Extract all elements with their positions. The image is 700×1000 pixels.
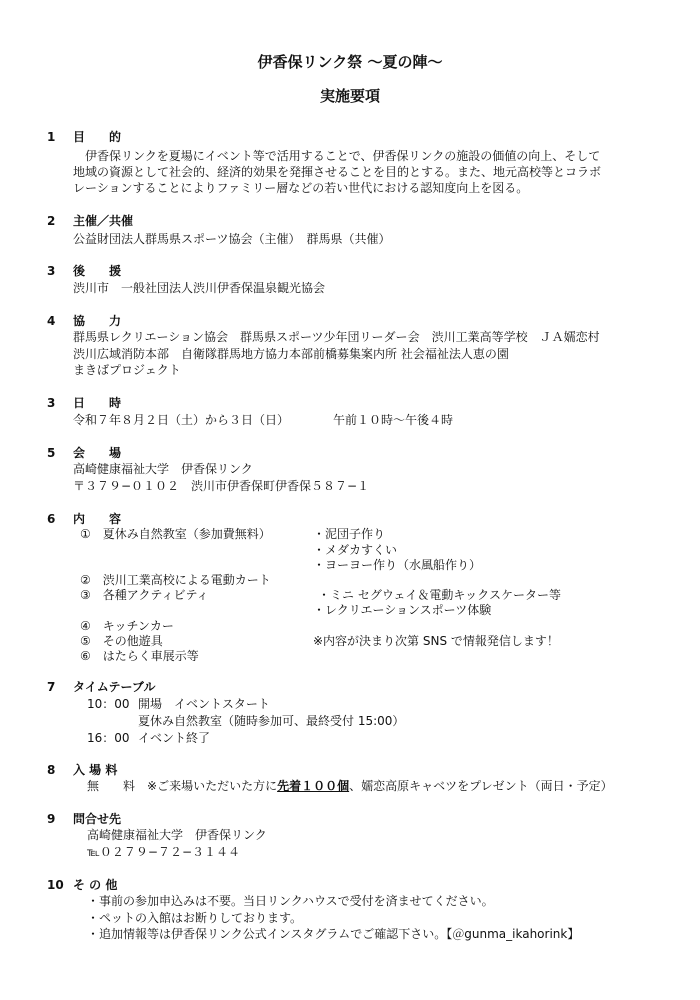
section-heading-purpose: 目 的 bbox=[73, 130, 122, 144]
timetable-text: 開場 イベントスタート bbox=[138, 697, 270, 711]
section-number: 5 bbox=[47, 446, 56, 460]
section-heading-contact: 問合せ先 bbox=[73, 812, 122, 826]
venue-name: 高崎健康福祉大学 伊香保リンク bbox=[73, 462, 253, 476]
event-time: 午前１０時〜午後４時 bbox=[333, 413, 454, 427]
purpose-line: レーションすることによりファミリー層などの若い世代における認知度向上を図る。 bbox=[73, 181, 529, 195]
section-heading-datetime: 日 時 bbox=[73, 396, 122, 410]
doc-title: 伊香保リンク祭 〜夏の陣〜 bbox=[257, 53, 443, 71]
section-number: 3 bbox=[47, 264, 56, 278]
fee-line bbox=[87, 778, 613, 794]
section-number: 3 bbox=[47, 396, 56, 410]
content-subitem: ・ヨーヨー作り（水風船作り） bbox=[313, 558, 482, 572]
fee-note-pre: ※ご来場いただいた方に bbox=[147, 779, 278, 793]
fee-value: 無 料 bbox=[87, 779, 136, 793]
cooperation-line: 渋川広域消防本部 自衛隊群馬地方協力本部前橋募集案内所 社会福祉法人恵の園 bbox=[73, 347, 509, 361]
section-number: 2 bbox=[47, 214, 56, 228]
content-item: ③ 各種アクティビティ bbox=[80, 588, 209, 602]
content-note: ※内容が決まり次第 SNS で情報発信します！ bbox=[313, 634, 559, 648]
section-heading-support: 後 援 bbox=[73, 264, 122, 278]
section-number: 1 bbox=[47, 130, 56, 144]
content-subitem: ・泥団子作り bbox=[313, 527, 386, 541]
timetable-time: 16：00 bbox=[87, 731, 130, 745]
content-subitem: ・メダカすくい bbox=[313, 543, 398, 557]
section-number: 10 bbox=[47, 878, 64, 892]
content-item: ④ キッチンカー bbox=[80, 619, 174, 633]
section-heading-timetable: タイムテーブル bbox=[73, 680, 156, 694]
contact-name: 高崎健康福祉大学 伊香保リンク bbox=[87, 828, 267, 842]
purpose-line: 伊香保リンクを夏場にイベント等で活用することで、伊香保リンクの施設の価値の向上、そして bbox=[73, 149, 601, 163]
section-heading-fee: 入 場 料 bbox=[73, 763, 118, 777]
section-heading-venue: 会 場 bbox=[73, 446, 122, 460]
cooperation-line: 群馬県レクリエーション協会 群馬県スポーツ少年団リーダー会 渋川工業高等学校 ＪＡ嬬恋村 bbox=[73, 330, 600, 344]
section-heading-organizer: 主催／共催 bbox=[73, 214, 134, 228]
timetable-time: 10：00 bbox=[87, 697, 130, 711]
support-line: 渋川市 一般社団法人渋川伊香保温泉観光協会 bbox=[73, 281, 326, 295]
fee-note-bold: 先着１００個 bbox=[277, 779, 350, 793]
doc-subtitle: 実施要項 bbox=[319, 87, 380, 105]
contact-phone: ℡０２７９−７２−３１４４ bbox=[87, 845, 241, 859]
timetable-text: イベント終了 bbox=[138, 731, 211, 745]
section-number: 8 bbox=[47, 763, 56, 777]
section-number: 9 bbox=[47, 812, 56, 826]
venue-address: 〒３７９−０１０２ 渋川市伊香保町伊香保５８７−１ bbox=[73, 479, 370, 493]
section-number: 6 bbox=[47, 512, 56, 526]
other-line: ・ペットの入館はお断りしております。 bbox=[87, 911, 303, 925]
section-number: 4 bbox=[47, 314, 56, 328]
other-line: ・追加情報等は伊香保リンク公式インスタグラムでご確認下さい。【＠gunma_ikahorink】 bbox=[87, 927, 580, 941]
cooperation-line: まきばプロジェクト bbox=[73, 363, 181, 377]
section-heading-other: そ の 他 bbox=[73, 878, 118, 892]
section-heading-content: 内 容 bbox=[73, 512, 122, 526]
event-date: 令和７年８月２日（土）から３日（日） bbox=[73, 413, 290, 427]
content-item: ⑤ その他遊具 bbox=[80, 634, 163, 648]
content-subitem: ・ミニ セグウェイ＆電動キックスケーター等 bbox=[318, 588, 561, 602]
timetable-text: 夏休み自然教室（随時参加可、最終受付 15:00） bbox=[138, 714, 405, 728]
content-item: ① 夏休み自然教室（参加費無料） bbox=[80, 527, 271, 541]
organizer-line: 公益財団法人群馬県スポーツ協会（主催） 群馬県（共催） bbox=[73, 232, 391, 246]
section-heading-cooperation: 協 力 bbox=[73, 314, 122, 328]
content-item: ⑥ はたらく車展示等 bbox=[80, 649, 199, 663]
section-number: 7 bbox=[47, 680, 56, 694]
content-subitem: ・レクリエーションスポーツ体験 bbox=[313, 603, 492, 617]
other-line: ・事前の参加申込みは不要。当日リンクハウスで受付を済ませてください。 bbox=[87, 894, 494, 908]
content-item: ② 渋川工業高校による電動カート bbox=[80, 573, 271, 587]
fee-note-post: 、嬬恋高原キャベツをプレゼント（両日・予定） bbox=[349, 779, 613, 793]
purpose-line: 地域の資源として社会的、経済的効果を発揮させることを目的とする。また、地元高校等とコラボ bbox=[73, 165, 602, 179]
